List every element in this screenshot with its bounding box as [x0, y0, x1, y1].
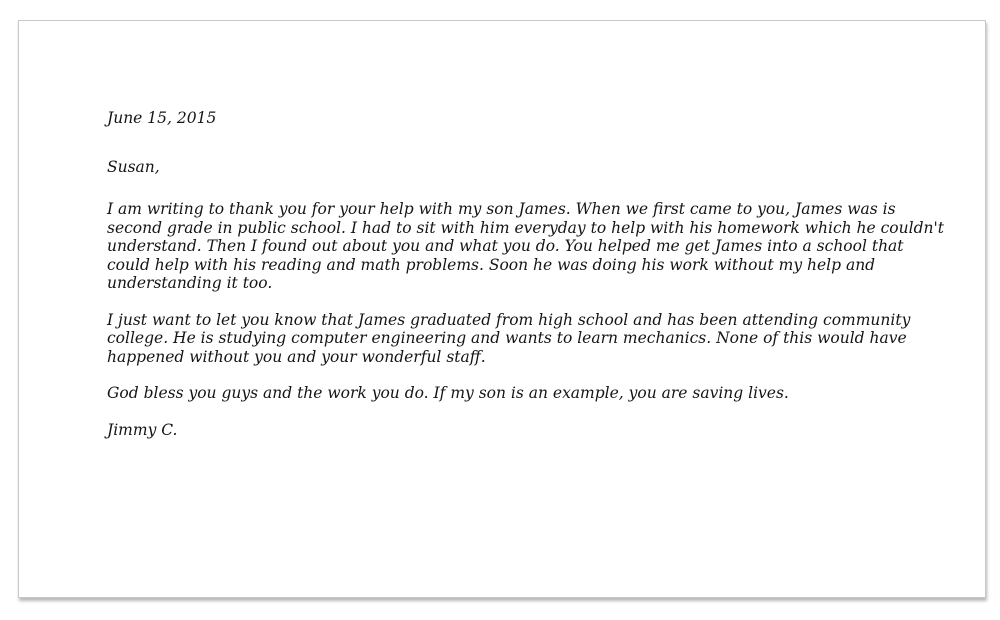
- letter-paragraph-2: [107, 311, 927, 367]
- letter-body: [107, 109, 944, 457]
- paragraph-line: could help with his reading and math problems. Soon he was doing his work without my help and: [107, 255, 876, 274]
- paragraph-line: I am writing to thank you for your help with my son James. When we first came to you, James was is: [107, 200, 896, 218]
- letter-paragraph-3: [107, 384, 927, 403]
- paragraph-line: God bless you guys and the work you do. If my son is an example, you are saving lives.: [107, 384, 789, 402]
- paragraph-line: happened without you and your wonderful staff.: [107, 347, 486, 366]
- letter-date: June 15, 2015: [107, 109, 217, 127]
- letter-page: [18, 20, 986, 598]
- paragraph-line: understand. Then I found out about you and what you do. You helped me get James into a school that: [107, 237, 904, 255]
- letter-greeting: Susan,: [107, 157, 160, 176]
- letter-paragraph-1: [107, 200, 944, 293]
- letter-signature: Jimmy C.: [107, 420, 178, 439]
- paragraph-line: I just want to let you know that James graduated from high school and has been attending community: [107, 310, 911, 329]
- paragraph-line: college. He is studying computer engineering and wants to learn mechanics. None of this would have: [107, 329, 907, 347]
- paragraph-line: second grade in public school. I had to sit with him everyday to help with his homework which he couldn't: [107, 218, 944, 237]
- paragraph-line: understanding it too.: [107, 274, 273, 292]
